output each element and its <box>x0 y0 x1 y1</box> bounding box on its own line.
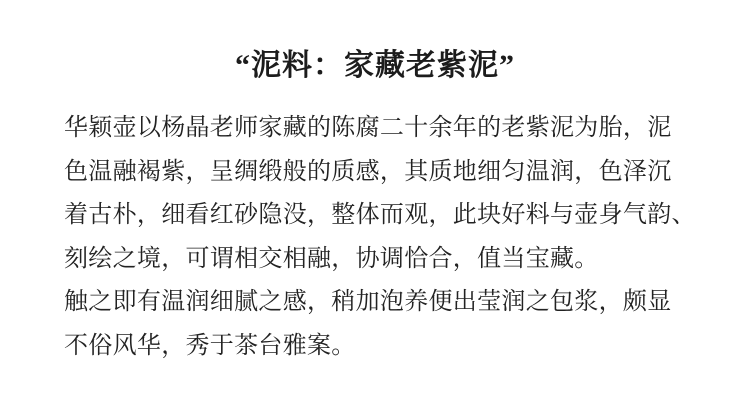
body-line: 色温融褐紫，呈绸缎般的质感，其质地细匀温润，色泽沉 <box>64 157 672 185</box>
body-line: 刻绘之境，可谓相交相融，协调恰合，值当宝藏。 <box>64 244 599 272</box>
body-line: 触之即有温润细腻之感，稍加泡养便出莹润之包浆，颇显 <box>64 288 672 315</box>
body-line: 着古朴，细看红砂隐没，整体而观，此块好料与壶身气韵、 <box>64 201 696 228</box>
body-line: 华颖壶以杨晶老师家藏的陈腐二十余年的老紫泥为胎，泥 <box>64 114 672 141</box>
body-text <box>64 106 694 367</box>
page-title: “泥料：家藏老紫泥” <box>235 49 515 82</box>
body-line: 不俗风华，秀于茶台雅案。 <box>64 331 356 359</box>
